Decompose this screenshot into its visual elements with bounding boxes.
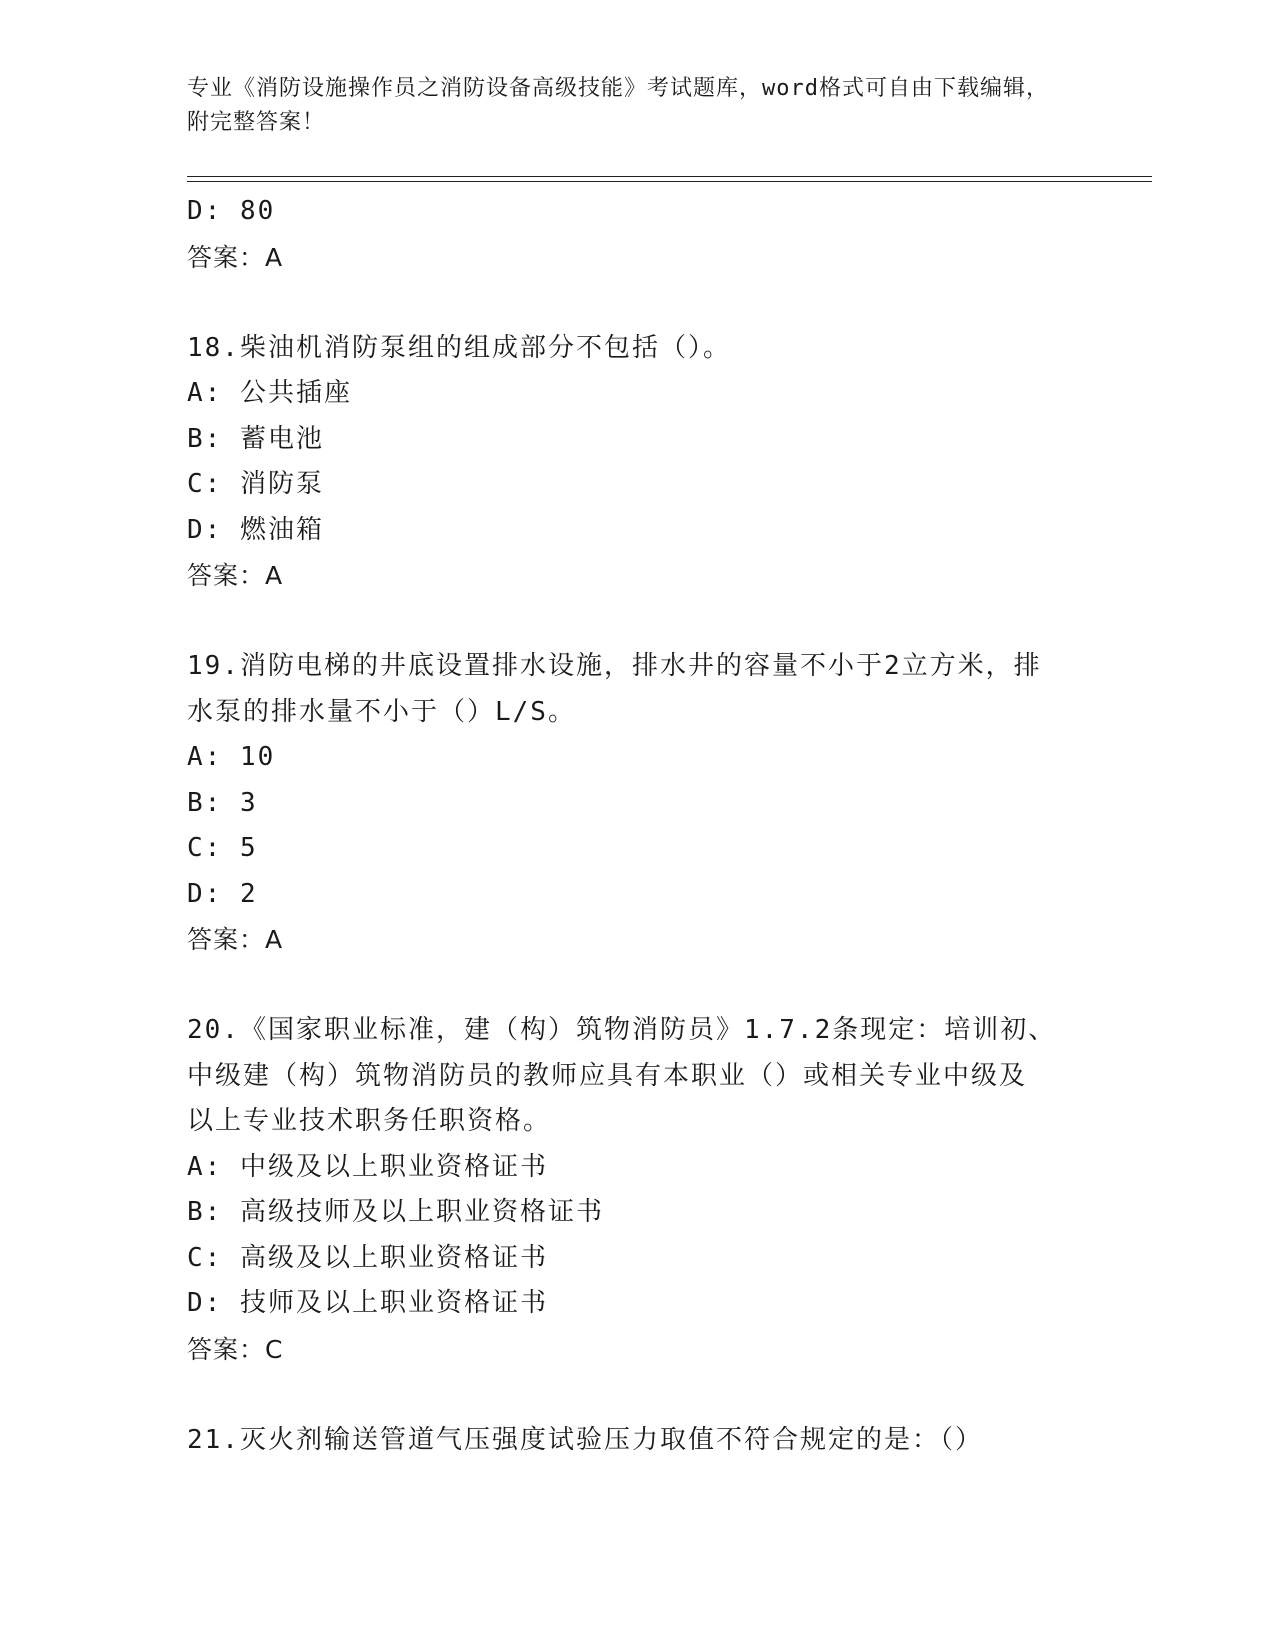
option-d: D: 技师及以上职业资格证书 — [187, 1288, 548, 1318]
answer-line: 答案：A — [187, 561, 284, 590]
option-d: D: 2 — [187, 878, 258, 909]
option-d: D: 燃油箱 — [187, 514, 324, 545]
option-c: C: 消防泵 — [187, 469, 324, 499]
question-text-line-3: 以上专业技术职务任职资格。 — [187, 1106, 552, 1136]
option-b: B: 3 — [187, 787, 258, 818]
question-text-line-1: 19.消防电梯的井底设置排水设施，排水井的容量不小于2立方米，排 — [187, 651, 1042, 681]
question-18 — [187, 326, 1087, 599]
option-d: D: 80 — [187, 196, 276, 226]
question-text-line-1: 20.《国家职业标准，建（构）筑物消防员》1.7.2条现定：培训初、 — [187, 1015, 1057, 1045]
answer-line: 答案：A — [187, 925, 284, 954]
question-21 — [187, 1418, 1087, 1464]
option-c: C: 高级及以上职业资格证书 — [187, 1242, 548, 1273]
header-divider-bottom — [187, 181, 1152, 182]
option-a: A: 公共插座 — [187, 378, 352, 408]
question-20 — [187, 1008, 1087, 1372]
header-divider-top — [187, 176, 1152, 177]
question-list — [187, 189, 1087, 1463]
question-19 — [187, 644, 1087, 963]
document-header: 专业《消防设施操作员之消防设备高级技能》考试题库，word格式可自由下载编辑，附完整答案！ — [187, 76, 1049, 135]
option-a: A: 10 — [187, 742, 276, 772]
question-text-line-2: 中级建（构）筑物消防员的教师应具有本职业（）或相关专业中级及 — [187, 1060, 1028, 1091]
option-b: B: 高级技师及以上职业资格证书 — [187, 1197, 604, 1227]
question-text-line-2: 水泵的排水量不小于（）L/S。 — [187, 696, 576, 727]
question-text: 18.柴油机消防泵组的组成部分不包括（）。 — [187, 332, 731, 363]
answer-line: 答案：C — [187, 1334, 284, 1364]
answer-line: 答案：A — [187, 242, 284, 272]
option-a: A: 中级及以上职业资格证书 — [187, 1151, 548, 1182]
option-b: B: 蓄电池 — [187, 423, 324, 454]
option-c: C: 5 — [187, 833, 258, 863]
question-text: 21.灭火剂输送管道气压强度试验压力取值不符合规定的是：（） — [187, 1424, 983, 1455]
